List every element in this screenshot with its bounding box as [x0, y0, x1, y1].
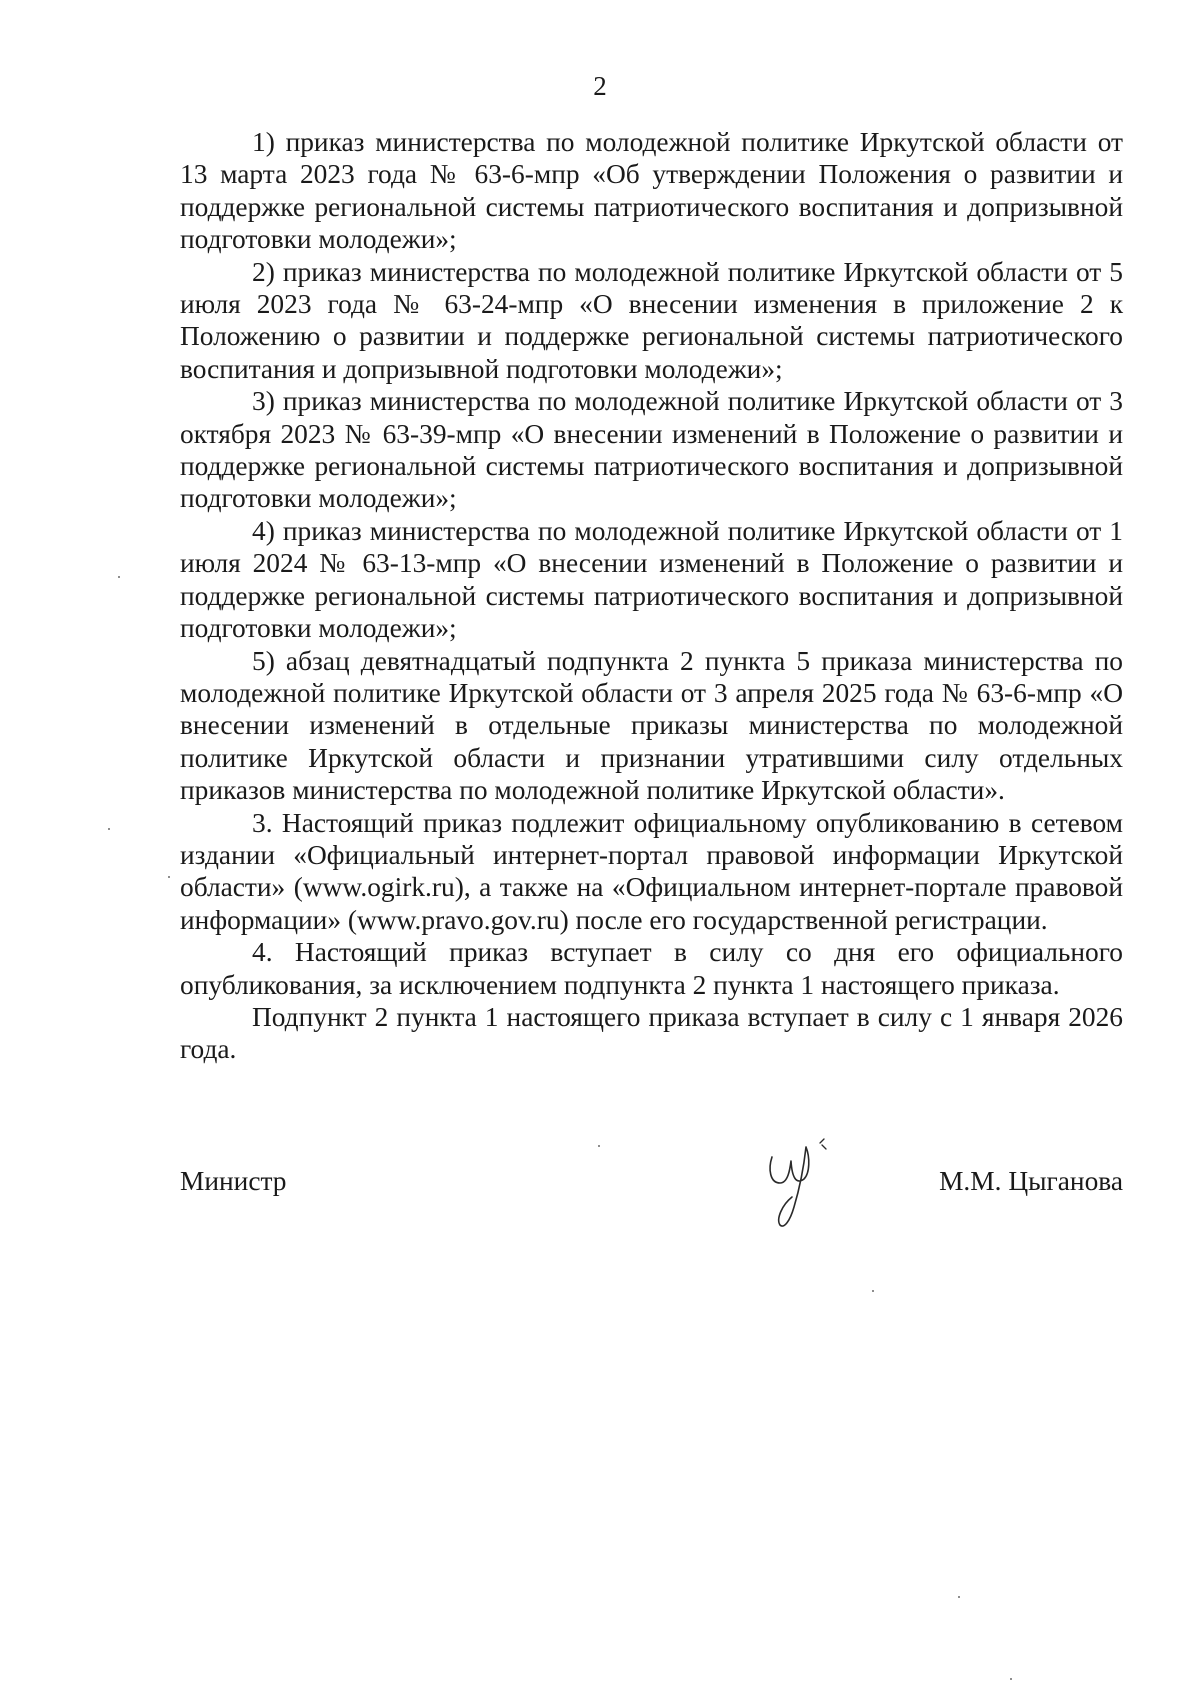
clause-1-3: 3) приказ министерства по молодежной политике Иркутской области от 3 октября 2023 № 63-39-мпр «О внесении изменений в Положение о развитии и поддержке региональной системы патриотического воспитания и допризывной подготовки молодежи»;: [180, 386, 1123, 514]
scan-speck: [872, 1290, 874, 1292]
scan-speck: [108, 828, 110, 830]
signatory-name: М.М. Цыганова: [939, 1166, 1123, 1196]
clause-4-effective-date: 4. Настоящий приказ вступает в силу со дня его официального опубликования, за исключением подпункта 2 пункта 1 настоящего приказа.: [180, 937, 1123, 1000]
clause-subpoint-effective-date: Подпункт 2 пункта 1 настоящего приказа вступает в силу с 1 января 2026 года.: [180, 1001, 1123, 1065]
scan-speck: [168, 876, 170, 878]
signature-block: [180, 1165, 1123, 1205]
page-number: 2: [593, 71, 607, 101]
handwritten-signature: [750, 1125, 850, 1235]
clause-1-5: 5) абзац девятнадцатый подпункта 2 пункта 5 приказа министерства по молодежной политике Иркутской области от 3 апреля 2025 года № 63-6-мпр «О внесении изменений в отдельные приказы министерства по молодежной политике Иркутской области и признании утратившими силу отдельных приказов министерства по молодежной политике Иркутской области».: [180, 645, 1123, 806]
signatory-title: Министр: [180, 1166, 287, 1196]
scan-speck: [958, 1596, 960, 1598]
clause-3-publication: 3. Настоящий приказ подлежит официальному опубликованию в сетевом издании «Официальный интернет-портал правовой информации Иркутской области» (www.ogirk.ru), а также на «Официальном интернет-портале правовой информации» (www.pravo.gov.ru) после его государственной регистрации.: [180, 807, 1123, 935]
scan-speck: [1010, 1678, 1012, 1680]
clause-1-1: 1) приказ министерства по молодежной политике Иркутской области от 13 марта 2023 года № 63-6-мпр «Об утверждении Положения о развитии и поддержке региональной системы патриотического воспитания и допризывной подготовки молодежи»;: [180, 127, 1123, 255]
scan-speck: [598, 1145, 600, 1147]
clause-1-2: 2) приказ министерства по молодежной политике Иркутской области от 5 июля 2023 года № 63-24-мпр «О внесении изменения в приложение 2 к Положению о развитии и поддержке региональной системы патриотического воспитания и допризывной подготовки молодежи»;: [180, 256, 1123, 384]
document-body: [180, 126, 1123, 1066]
clause-1-4: 4) приказ министерства по молодежной политике Иркутской области от 1 июля 2024 № 63-13-мпр «О внесении изменений в Положение о развитии и поддержке региональной системы патриотического воспитания и допризывной подготовки молодежи»;: [180, 515, 1123, 644]
scan-speck: [118, 576, 120, 578]
